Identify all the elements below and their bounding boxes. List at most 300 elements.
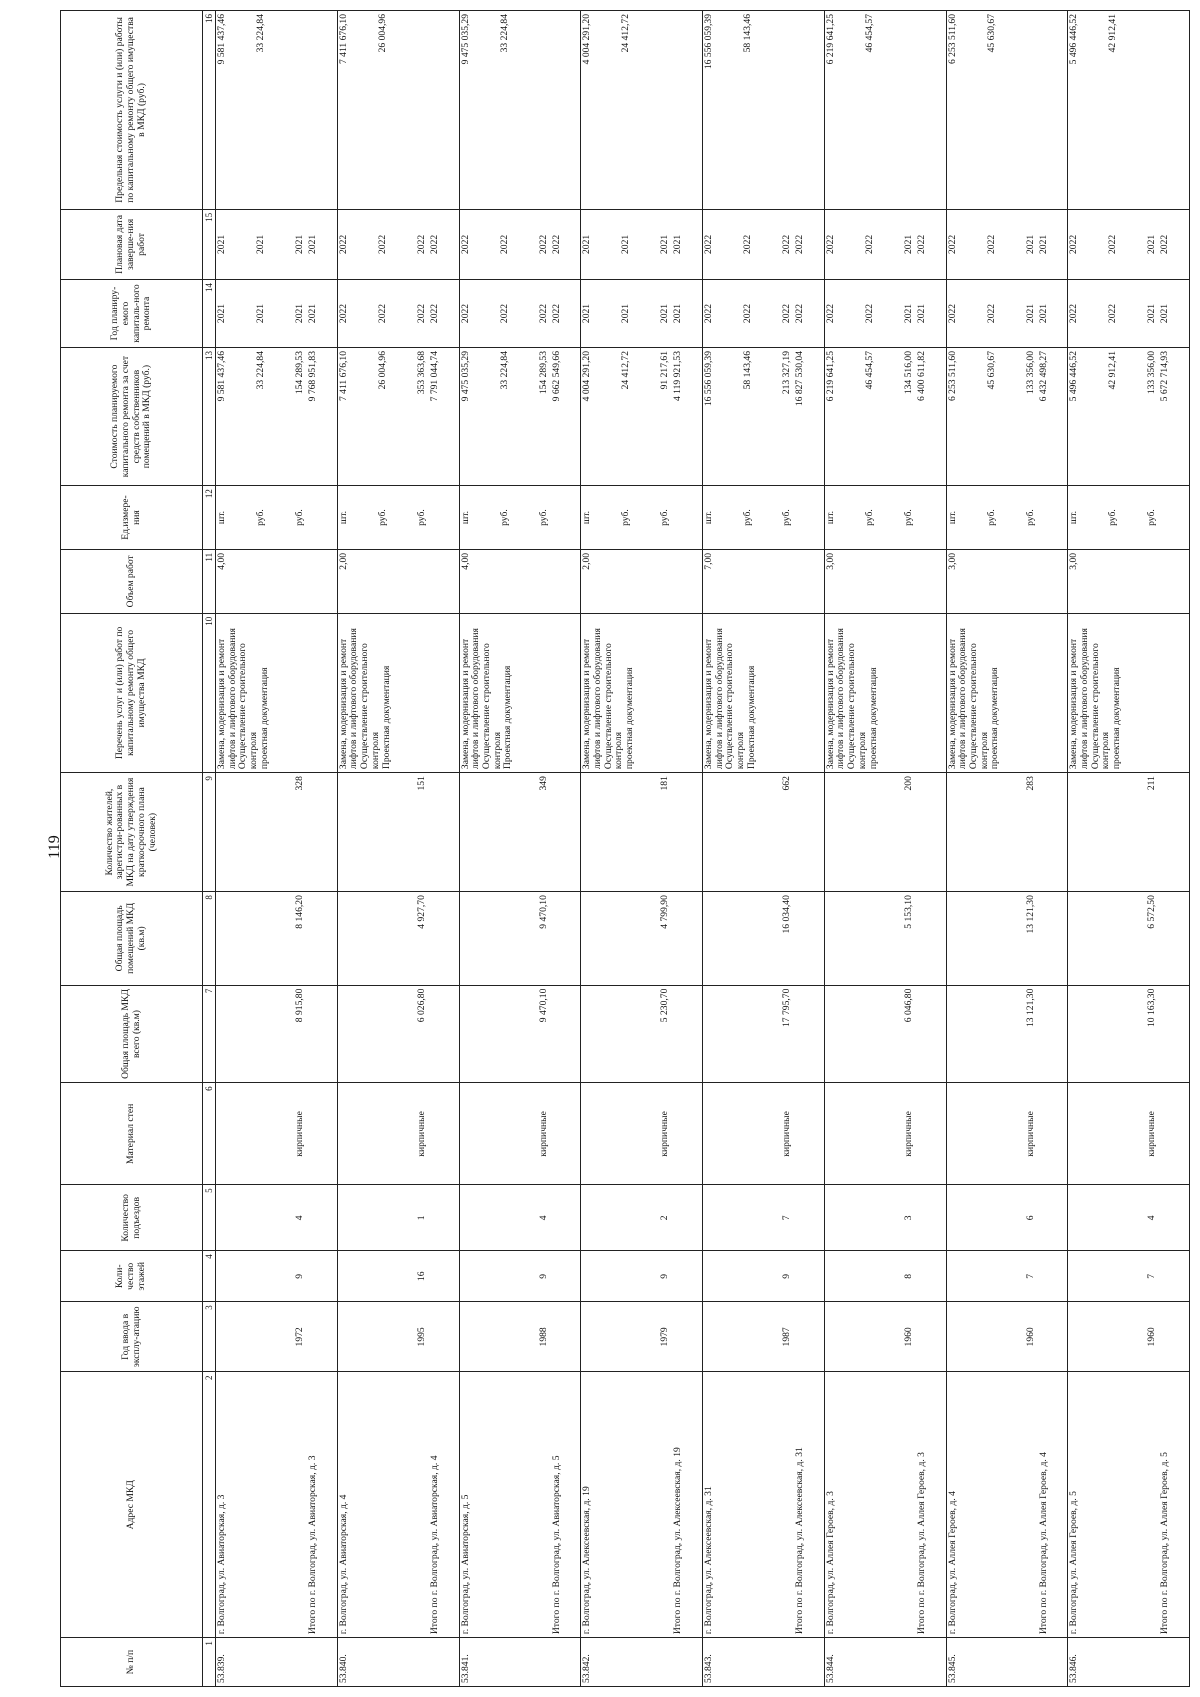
table-row — [703, 11, 825, 1687]
work-item: Замена, модернизация и ремонт лифтов и лифтового оборудования — [581, 628, 603, 770]
plan-year: 2022 — [824, 303, 836, 324]
area-total: 13 121,30 — [1024, 988, 1036, 1027]
work-item: Замена, модернизация и ремонт лифтов и лифтового оборудования — [337, 628, 360, 770]
limit-cost — [904, 14, 915, 206]
table-cell — [1068, 892, 1190, 986]
plan-date: 2021 — [659, 234, 671, 255]
table-row — [1068, 11, 1190, 1687]
table-cell — [824, 279, 946, 347]
limit-cost: 42 912,41 — [1107, 14, 1119, 53]
work-item: проектная документация — [624, 667, 636, 770]
plan-date: 2022 — [824, 234, 836, 255]
table-cell — [216, 1251, 338, 1302]
cost: 134 516,00 — [902, 351, 914, 395]
plan-year: 2021 — [659, 303, 671, 324]
wall-material: кирпичные — [1024, 1111, 1036, 1157]
column-header: Объем работ — [61, 549, 203, 613]
area-rooms: 16 034,40 — [781, 895, 792, 934]
total-plan-year: 2022 — [794, 303, 805, 324]
plan-date: 2022 — [946, 234, 958, 255]
limit-cost: 58 143,46 — [742, 14, 753, 53]
total-plan-year: 2022 — [550, 303, 562, 324]
cost: 353 363,68 — [415, 351, 427, 395]
table-cell — [1068, 1302, 1190, 1372]
unit: руб. — [620, 509, 632, 526]
table-cell — [946, 985, 1068, 1083]
cost: 154 289,53 — [537, 351, 549, 395]
work-item: проектная документация — [1111, 667, 1123, 770]
cost: 42 912,41 — [1107, 351, 1119, 390]
total-cost: 16 827 530,04 — [794, 351, 805, 407]
table-cell — [459, 549, 581, 613]
plan-date: 2022 — [863, 234, 875, 255]
address: г. Волгоград, ул. Алексеевская, д. 31 — [703, 1486, 714, 1635]
plan-year: 2022 — [498, 303, 510, 324]
unit: руб. — [902, 509, 914, 526]
table-cell — [216, 279, 338, 347]
table-cell — [703, 773, 825, 892]
entrances: 3 — [902, 1215, 914, 1221]
column-number: 1 — [203, 1638, 216, 1687]
unit: руб. — [1024, 509, 1036, 526]
table-cell — [946, 1638, 1068, 1687]
address: г. Волгоград, ул. Аллея Героев, д. 3 — [824, 1491, 836, 1635]
year-built: 1988 — [537, 1327, 549, 1347]
row-number: 53.841. — [459, 1654, 471, 1683]
limit-cost: 46 454,57 — [863, 14, 875, 53]
table-cell — [1068, 1372, 1190, 1638]
limit-cost — [1147, 14, 1158, 206]
table-cell — [337, 209, 459, 279]
residents: 349 — [537, 776, 549, 791]
cost: 33 224,84 — [498, 351, 510, 390]
plan-date: 2022 — [498, 234, 510, 255]
table-cell — [337, 1251, 459, 1302]
column-number: 10 — [203, 613, 216, 772]
column-number: 3 — [203, 1302, 216, 1372]
total-plan-date: 2022 — [915, 234, 927, 255]
column-number: 5 — [203, 1185, 216, 1251]
table-cell — [703, 1185, 825, 1251]
unit: руб. — [294, 509, 305, 526]
work-item: Осуществление строительного контроля — [237, 643, 260, 770]
table-cell — [581, 486, 703, 550]
table-cell — [459, 613, 581, 772]
table-cell — [337, 486, 459, 550]
limit-cost: 5 496 446,52 — [1068, 14, 1080, 65]
unit: шт. — [581, 510, 593, 525]
plan-date: 2022 — [459, 234, 471, 255]
table-cell — [824, 549, 946, 613]
plan-date: 2022 — [781, 234, 792, 255]
area-total: 6 046,80 — [902, 988, 914, 1023]
table-cell — [824, 892, 946, 986]
limit-cost: 16 556 059,39 — [703, 14, 714, 70]
plan-year: 2022 — [1068, 303, 1080, 324]
table-cell — [1068, 279, 1190, 347]
plan-date: 2022 — [537, 234, 549, 255]
plan-year: 2022 — [337, 303, 349, 324]
table-cell — [459, 209, 581, 279]
table-cell — [946, 1185, 1068, 1251]
total-plan-year: 2021 — [307, 303, 318, 324]
area-rooms: 6 572,50 — [1146, 895, 1158, 929]
year-built: 1979 — [659, 1327, 671, 1347]
area-rooms: 13 121,30 — [1024, 895, 1036, 934]
total-cost: 6 400 611,82 — [915, 351, 927, 402]
table-cell — [703, 613, 825, 772]
table-cell — [337, 549, 459, 613]
column-header: Плановая дата заверше-ния работ — [61, 209, 203, 279]
unit: руб. — [498, 509, 510, 526]
table-row — [824, 11, 946, 1687]
column-header: Стоимость планируемого капитального ремонта за счет средств собственников помещений в МКД (руб.) — [61, 348, 203, 486]
table-cell — [824, 1251, 946, 1302]
total-plan-date: 2022 — [794, 234, 805, 255]
table-cell — [216, 1302, 338, 1372]
table-cell — [824, 486, 946, 550]
table-cell — [1068, 1083, 1190, 1185]
column-number: 13 — [203, 348, 216, 486]
table-cell — [703, 1302, 825, 1372]
table-cell — [703, 209, 825, 279]
area-total: 6 026,80 — [415, 988, 427, 1023]
plan-year: 2022 — [946, 303, 958, 324]
limit-cost: 9 581 437,46 — [216, 14, 227, 65]
row-number: 53.845. — [946, 1654, 958, 1683]
year-built: 1960 — [902, 1327, 914, 1347]
table-cell — [581, 773, 703, 892]
work-volume: 2,00 — [337, 552, 349, 570]
column-number-row — [203, 11, 216, 1687]
column-number: 16 — [203, 11, 216, 210]
table-cell — [459, 11, 581, 210]
total-plan-date: 2022 — [1159, 234, 1171, 255]
plan-year: 2021 — [902, 303, 914, 324]
year-built: 1995 — [415, 1327, 427, 1347]
limit-cost: 45 630,67 — [985, 14, 997, 53]
table-cell — [946, 348, 1068, 486]
total-plan-year: 2021 — [915, 303, 927, 324]
table-cell — [216, 209, 338, 279]
residents: 200 — [902, 776, 914, 791]
floors: 7 — [1146, 1273, 1158, 1279]
table-body — [216, 11, 1190, 1687]
table-cell — [824, 209, 946, 279]
table-cell — [581, 985, 703, 1083]
work-volume: 7,00 — [703, 552, 714, 570]
total-cost: 7 791 044,74 — [428, 351, 440, 402]
work-volume: 2,00 — [581, 552, 593, 570]
table-cell — [337, 892, 459, 986]
address: г. Волгоград, ул. Алексеевская, д. 19 — [581, 1486, 593, 1635]
total-label: Итого по г. Волгоград, ул. Аллея Героев, д. 3 — [915, 1452, 927, 1635]
column-header: Количество подъездов — [61, 1185, 203, 1251]
plan-year: 2022 — [376, 303, 388, 324]
floors: 9 — [294, 1273, 305, 1279]
limit-cost: 26 004,96 — [376, 14, 388, 53]
table-row — [216, 11, 338, 1687]
plan-year: 2021 — [255, 303, 266, 324]
table-cell — [703, 1638, 825, 1687]
table-row — [459, 11, 581, 1687]
column-number: 2 — [203, 1372, 216, 1638]
entrances: 2 — [659, 1215, 671, 1221]
year-built: 1987 — [781, 1327, 792, 1347]
cost: 9 581 437,46 — [216, 351, 227, 402]
table-cell — [703, 985, 825, 1083]
table-cell — [581, 11, 703, 210]
entrances: 7 — [781, 1215, 792, 1221]
unit: шт. — [703, 510, 714, 525]
table-cell — [1068, 1638, 1190, 1687]
table-cell — [581, 1638, 703, 1687]
entrances: 4 — [537, 1215, 549, 1221]
address: г. Волгоград, ул. Авиаторская, д. 5 — [459, 1494, 471, 1635]
table-cell — [1068, 348, 1190, 486]
entrances: 4 — [294, 1215, 305, 1221]
unit: шт. — [216, 510, 227, 525]
unit: руб. — [415, 509, 427, 526]
unit: шт. — [1068, 510, 1080, 525]
area-rooms: 4 927,70 — [415, 895, 427, 929]
entrances: 6 — [1024, 1215, 1036, 1221]
work-volume: 4,00 — [459, 552, 471, 570]
column-header: Общая площадь МКД всего (кв.м) — [61, 985, 203, 1083]
area-rooms: 5 153,10 — [902, 895, 914, 929]
unit: руб. — [376, 509, 388, 526]
cost: 58 143,46 — [742, 351, 753, 390]
total-label: Итого по г. Волгоград, ул. Аллея Героев, д. 5 — [1159, 1452, 1171, 1635]
table-cell — [703, 892, 825, 986]
table-cell — [946, 279, 1068, 347]
residents: 662 — [781, 776, 792, 791]
plan-year: 2021 — [620, 303, 632, 324]
total-plan-year: 2021 — [672, 303, 684, 324]
column-number: 8 — [203, 892, 216, 986]
table-cell — [946, 892, 1068, 986]
total-plan-date: 2021 — [307, 234, 318, 255]
work-item: проектная документация — [867, 667, 879, 770]
unit: шт. — [946, 510, 958, 525]
column-number: 15 — [203, 209, 216, 279]
unit: руб. — [863, 509, 875, 526]
wall-material: кирпичные — [294, 1111, 305, 1157]
table-cell — [459, 1083, 581, 1185]
table-cell — [337, 613, 459, 772]
table-cell — [216, 985, 338, 1083]
unit: руб. — [742, 509, 753, 526]
cost: 7 411 676,10 — [337, 351, 349, 402]
year-built: 1960 — [1024, 1327, 1036, 1347]
plan-date: 2021 — [620, 234, 632, 255]
address: г. Волгоград, ул. Авиаторская, д. 4 — [337, 1494, 349, 1635]
table-cell — [703, 549, 825, 613]
limit-cost — [1026, 14, 1037, 206]
plan-date: 2021 — [255, 234, 266, 255]
table-cell — [824, 11, 946, 210]
plan-year: 2021 — [216, 303, 227, 324]
work-volume: 4,00 — [216, 552, 227, 570]
area-total: 8 915,80 — [294, 988, 305, 1023]
residents: 151 — [415, 776, 427, 791]
limit-cost: 33 224,84 — [498, 14, 510, 53]
table-cell — [824, 1372, 946, 1638]
work-item: Проектная документация — [380, 665, 392, 770]
plan-date: 2022 — [376, 234, 388, 255]
table-cell — [216, 892, 338, 986]
unit: руб. — [1146, 509, 1158, 526]
plan-date: 2021 — [216, 234, 227, 255]
total-plan-year: 2021 — [1159, 303, 1171, 324]
cost: 133 356,00 — [1146, 351, 1158, 395]
table-cell — [824, 985, 946, 1083]
cost: 46 454,57 — [863, 351, 875, 390]
plan-year: 2022 — [537, 303, 549, 324]
table-cell — [824, 1185, 946, 1251]
total-plan-date: 2022 — [550, 234, 562, 255]
table-cell — [459, 486, 581, 550]
entrances: 1 — [415, 1215, 427, 1221]
column-number: 6 — [203, 1083, 216, 1185]
row-number: 53.844. — [824, 1654, 836, 1683]
table-cell — [946, 549, 1068, 613]
table-cell — [703, 1083, 825, 1185]
table-cell — [459, 1302, 581, 1372]
plan-date: 2022 — [1107, 234, 1119, 255]
table-cell — [216, 11, 338, 210]
wall-material: кирпичные — [902, 1111, 914, 1157]
column-header: Перечень услуг и (или) работ по капитальному ремонту общего имущества МКД — [61, 613, 203, 772]
total-plan-year: 2022 — [428, 303, 440, 324]
table-cell — [459, 1372, 581, 1638]
table-cell — [459, 348, 581, 486]
table-cell — [216, 1372, 338, 1638]
table-cell — [703, 279, 825, 347]
limit-cost: 7 411 676,10 — [337, 14, 349, 65]
unit: руб. — [537, 509, 549, 526]
limit-cost — [660, 14, 671, 206]
total-cost: 9 662 549,66 — [550, 351, 562, 402]
cost: 9 475 035,29 — [459, 351, 471, 402]
work-item: Замена, модернизация и ремонт лифтов и лифтового оборудования — [703, 628, 725, 770]
cost: 91 217,61 — [659, 351, 671, 390]
year-built: 1960 — [1146, 1327, 1158, 1347]
table-cell — [1068, 209, 1190, 279]
work-volume: 3,00 — [824, 552, 836, 570]
table-cell — [824, 1302, 946, 1372]
plan-date: 2022 — [985, 234, 997, 255]
table-cell — [337, 985, 459, 1083]
table-cell — [337, 11, 459, 210]
residents: 211 — [1146, 776, 1158, 791]
table-cell — [216, 1185, 338, 1251]
plan-date: 2022 — [337, 234, 349, 255]
plan-date: 2021 — [294, 234, 305, 255]
table-cell — [946, 209, 1068, 279]
column-header: № п/п — [61, 1638, 203, 1687]
total-label: Итого по г. Волгоград, ул. Авиаторская, д. 5 — [550, 1455, 562, 1635]
plan-date: 2021 — [1146, 234, 1158, 255]
table-cell — [216, 486, 338, 550]
limit-cost: 24 412,72 — [620, 14, 632, 53]
work-item: проектная документация — [258, 667, 270, 770]
plan-year: 2022 — [863, 303, 875, 324]
table-cell — [581, 549, 703, 613]
total-cost: 9 768 951,83 — [307, 351, 318, 402]
limit-cost: 33 224,84 — [255, 14, 266, 53]
column-number: 12 — [203, 486, 216, 550]
floors: 16 — [415, 1271, 427, 1282]
table-cell — [946, 486, 1068, 550]
limit-cost — [539, 14, 550, 206]
work-item: Осуществление строительного контроля — [359, 643, 381, 770]
table-cell — [459, 1638, 581, 1687]
address: г. Волгоград, ул. Авиаторская, д. 3 — [216, 1494, 227, 1635]
total-label: Итого по г. Волгоград, ул. Авиаторская, д. 3 — [307, 1455, 318, 1635]
work-item: Замена, модернизация и ремонт лифтов и лифтового оборудования — [1068, 628, 1090, 770]
unit: руб. — [985, 509, 997, 526]
column-header: Количество жителей, зарегистри-рованных в МКД на дату утверждения краткосрочного плана (человек) — [61, 773, 203, 892]
table-cell — [1068, 11, 1190, 210]
table-cell — [946, 1302, 1068, 1372]
total-plan-date: 2021 — [672, 234, 684, 255]
table-cell — [581, 279, 703, 347]
column-number: 14 — [203, 279, 216, 347]
limit-cost: 4 004 291,20 — [581, 14, 593, 65]
table-cell — [581, 613, 703, 772]
table-cell — [337, 1083, 459, 1185]
table-cell — [1068, 613, 1190, 772]
total-plan-date: 2022 — [428, 234, 440, 255]
unit: руб. — [781, 509, 792, 526]
work-volume: 3,00 — [946, 552, 958, 570]
floors: 9 — [781, 1273, 792, 1279]
table-cell — [337, 773, 459, 892]
floors: 7 — [1024, 1273, 1036, 1279]
work-item: Осуществление строительного контроля — [1089, 643, 1112, 770]
unit: шт. — [459, 510, 471, 525]
cost: 154 289,53 — [294, 351, 305, 395]
table-cell — [581, 1251, 703, 1302]
table-cell — [824, 773, 946, 892]
plan-date: 2021 — [902, 234, 914, 255]
table-cell — [946, 1083, 1068, 1185]
area-rooms: 9 470,10 — [537, 895, 549, 929]
plan-year: 2022 — [742, 303, 753, 324]
limit-cost — [417, 14, 428, 206]
row-number: 53.842. — [581, 1654, 593, 1683]
column-header: Адрес МКД — [61, 1372, 203, 1638]
column-number: 11 — [203, 549, 216, 613]
table-cell — [1068, 985, 1190, 1083]
floors: 8 — [902, 1273, 914, 1279]
table-cell — [216, 613, 338, 772]
area-total: 9 470,10 — [537, 988, 549, 1023]
residents: 283 — [1024, 776, 1036, 791]
table-cell — [581, 1083, 703, 1185]
plan-date: 2021 — [1024, 234, 1036, 255]
limit-cost: 6 253 511,60 — [946, 14, 958, 65]
unit: руб. — [1107, 509, 1119, 526]
column-number: 4 — [203, 1251, 216, 1302]
table-cell — [459, 892, 581, 986]
row-number: 53.840. — [337, 1654, 349, 1683]
row-number: 53.839. — [216, 1654, 227, 1683]
table-cell — [337, 348, 459, 486]
plan-date: 2022 — [1068, 234, 1080, 255]
cost: 4 004 291,20 — [581, 351, 593, 402]
